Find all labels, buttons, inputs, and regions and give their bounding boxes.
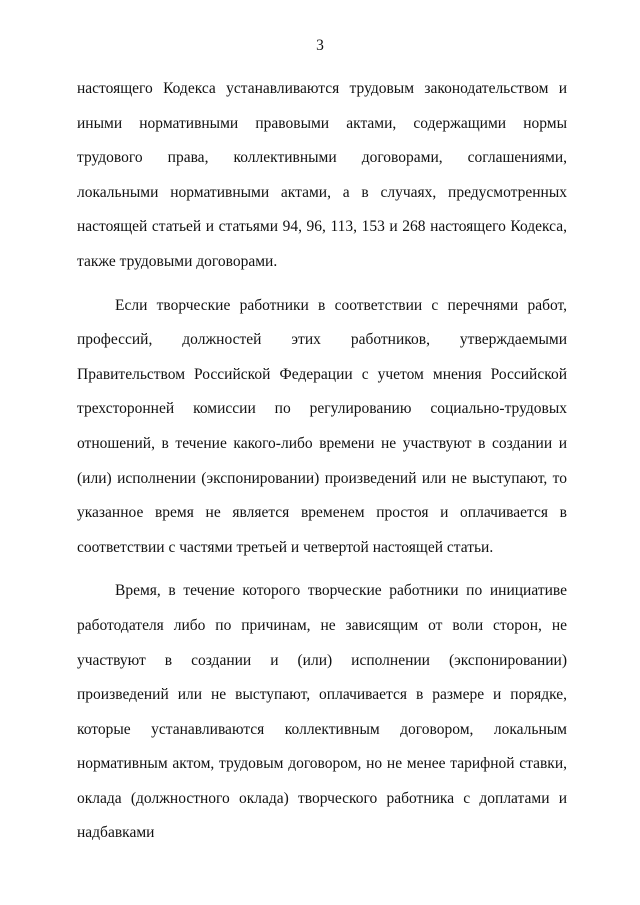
paragraph-continuation: настоящего Кодекса устанавливаются трудовым законодательством и иными нормативными правовыми актами, содержащими нормы трудового права, коллективными договорами, соглашениями, локальными нормативными актами, а в случаях, предусмотренных настоящей статьей и статьями 94, 96, 113, 153 и 268 настоящего Кодекса, также трудовыми договорами. [77, 80, 567, 270]
paragraph-downtime-payment: Время, в течение которого творческие работники по инициативе работодателя либо по причинам, не зависящим от воли сторон, не участвуют в создании и (или) исполнении (экспонировании) произведений или не выступают, оплачивается в размере и порядке, которые устанавливаются коллективным договором, локальным нормативным актом, трудовым договором, но не менее тарифной ставки, оклада (должностного оклада) творческого работника с доплатами и надбавками [77, 582, 567, 842]
document-body [77, 72, 567, 851]
paragraph-creative-workers-idle: Если творческие работники в соответствии с перечнями работ, профессий, должностей этих работников, утверждаемыми Правительством Российской Федерации с учетом мнения Российской трехсторонней комиссии по регулированию социально-трудовых отношений, в течение какого-либо времени не участвуют в создании и (или) исполнении (экспонировании) произведений или не выступают, то указанное время не является временем простоя и оплачивается в соответствии с частями третьей и четвертой настоящей статьи. [77, 296, 567, 556]
page-number: 3 [316, 37, 324, 54]
